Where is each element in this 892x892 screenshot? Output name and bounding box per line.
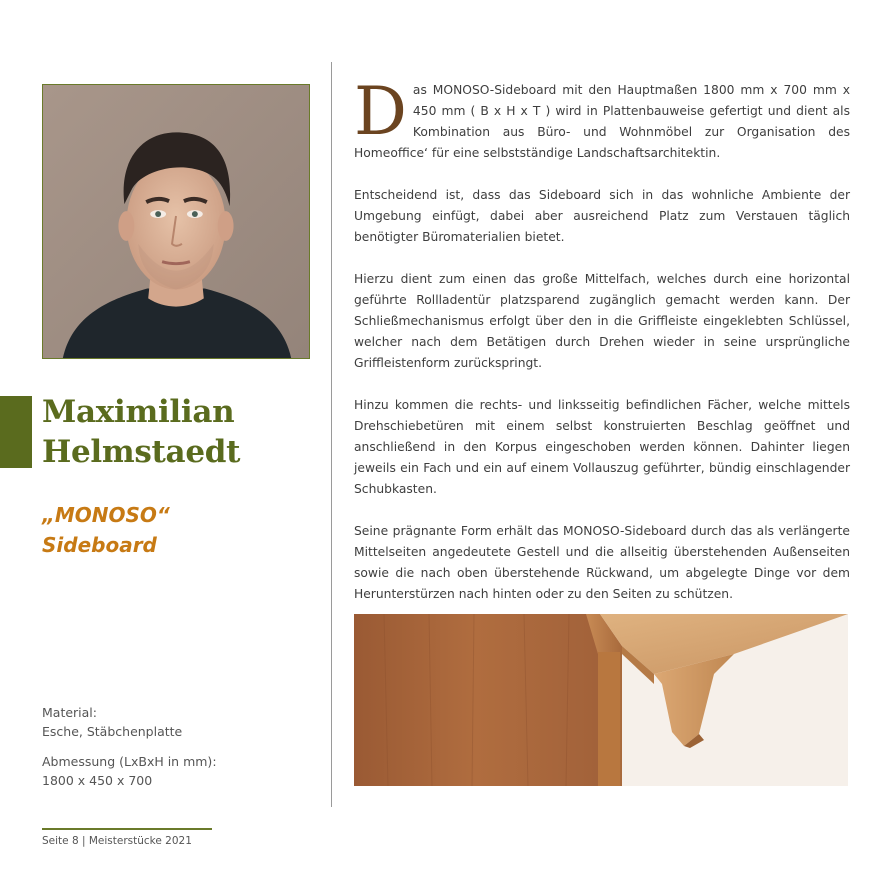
article-paragraph-1 — [354, 73, 850, 164]
accent-bar — [0, 396, 32, 468]
footer-rule — [42, 828, 212, 830]
specs-block — [42, 703, 312, 790]
article-paragraph-3: Hierzu dient zum einen das große Mittelfach, welches durch eine horizontal geführte Rollladentür platzsparend zugänglich gemacht werden kann. Der Schließmechanismus erfolgt über den in die Griffleiste eingeklebten Schlüssel, welcher nach dem Betätigen durch Drehen wieder in seine ursprüngliche Griffleistenform zurückspringt. — [354, 272, 850, 370]
material-value: Esche, Stäbchenplatte — [42, 724, 183, 739]
sideboard-detail-image — [354, 614, 848, 786]
project-title — [42, 500, 312, 560]
article-body — [354, 73, 850, 626]
dimensions-value: 1800 x 450 x 700 — [42, 773, 153, 788]
article-paragraph-5: Seine prägnante Form erhält das MONOSO-Sideboard durch das als verlängerte Mittelseiten angedeutete Gestell und die allseitig überstehenden Außenseiten sowie die nach oben überstehende Rückwand, um abgelegte Dinge vor dem Herunterstürzen nach hinten oder zu den Seiten zu schützen. — [354, 524, 850, 601]
drop-cap: D — [354, 73, 407, 150]
page-footer: Seite 8 | Meisterstücke 2021 — [42, 835, 192, 847]
article-paragraph-2: Entscheidend ist, dass das Sideboard sich in das wohnliche Ambiente der Umgebung einfügt, dabei aber ausreichend Platz zum Verstauen täglich benötigter Büromaterialien bietet. — [354, 188, 850, 244]
designer-name — [42, 392, 312, 472]
designer-last-name: Helmstaedt — [42, 434, 241, 470]
project-name: „MONOSO“ — [42, 503, 170, 527]
designer-portrait — [42, 84, 310, 359]
article-paragraph-1-text: as MONOSO-Sideboard mit den Hauptmaßen 1800 mm x 700 mm x 450 mm ( B x H x T ) wird in Plattenbauweise gefertigt und dient als Kombination aus Büro- und Wohnmöbel zur Organisation des Homeoffice‘ für eine selbstständige Landschaftsarchitektin. — [354, 83, 850, 160]
column-divider — [331, 62, 332, 807]
article-paragraph-4: Hinzu kommen die rechts- und linksseitig befindlichen Fächer, welche mittels Drehschiebetüren mit einem selbst konstruierten Beschlag geöffnet und anschließend in den Korpus eingeschoben werden können. Dahinter liegen jeweils ein Fach und ein auf einem Vollauszug geführter, bündig einschlagender Schubkasten. — [354, 398, 850, 496]
dimensions-label: Abmessung (LxBxH in mm): — [42, 754, 217, 769]
designer-first-name: Maximilian — [42, 394, 235, 430]
material-label: Material: — [42, 705, 97, 720]
sideboard-detail-photo — [354, 614, 848, 786]
project-subtitle: Sideboard — [42, 533, 157, 557]
portrait-image — [43, 85, 309, 358]
